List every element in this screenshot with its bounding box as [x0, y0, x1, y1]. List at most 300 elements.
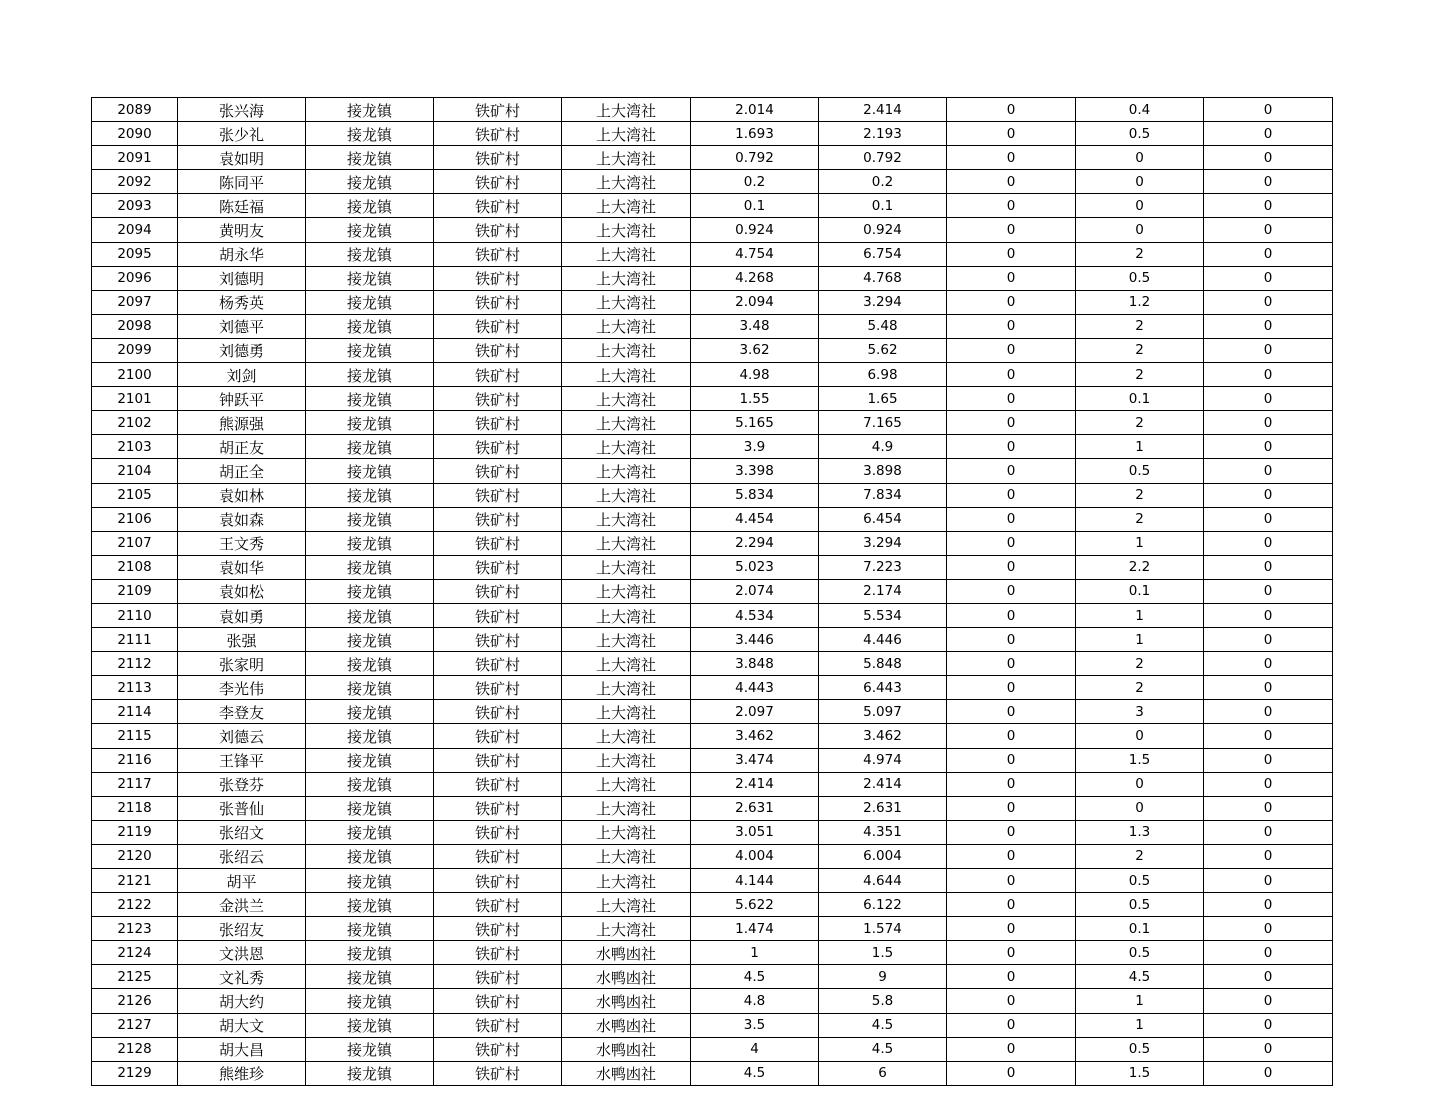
- cell-record-id: 2129: [92, 1061, 178, 1085]
- cell-value-a: 4.98: [691, 363, 819, 387]
- cell-town: 接龙镇: [306, 869, 434, 893]
- cell-record-id: 2105: [92, 483, 178, 507]
- cell-value-c: 0: [947, 796, 1076, 820]
- cell-village: 铁矿村: [434, 676, 562, 700]
- cell-value-b: 0.1: [819, 194, 947, 218]
- cell-person-name: 刘德勇: [178, 338, 306, 362]
- cell-group: 上大湾社: [562, 242, 691, 266]
- cell-value-d: 1.5: [1076, 748, 1204, 772]
- table-row: [92, 507, 1333, 531]
- cell-value-a: 3.9: [691, 435, 819, 459]
- cell-value-e: 0: [1204, 796, 1333, 820]
- cell-person-name: 胡大昌: [178, 1037, 306, 1061]
- cell-value-a: 3.462: [691, 724, 819, 748]
- cell-value-d: 0: [1076, 218, 1204, 242]
- cell-record-id: 2119: [92, 820, 178, 844]
- cell-value-d: 0: [1076, 146, 1204, 170]
- cell-value-c: 0: [947, 338, 1076, 362]
- table-body: [92, 98, 1333, 1086]
- cell-group: 水鸭凼社: [562, 965, 691, 989]
- cell-value-b: 2.631: [819, 796, 947, 820]
- cell-person-name: 张绍友: [178, 917, 306, 941]
- cell-value-b: 3.294: [819, 531, 947, 555]
- table-row: [92, 748, 1333, 772]
- cell-person-name: 胡正友: [178, 435, 306, 459]
- cell-group: 上大湾社: [562, 579, 691, 603]
- cell-person-name: 袁如明: [178, 146, 306, 170]
- cell-record-id: 2120: [92, 844, 178, 868]
- cell-record-id: 2090: [92, 122, 178, 146]
- cell-person-name: 袁如森: [178, 507, 306, 531]
- cell-value-c: 0: [947, 507, 1076, 531]
- cell-value-d: 0.4: [1076, 98, 1204, 122]
- cell-record-id: 2099: [92, 338, 178, 362]
- cell-record-id: 2115: [92, 724, 178, 748]
- cell-value-d: 2: [1076, 483, 1204, 507]
- cell-value-d: 0.1: [1076, 917, 1204, 941]
- cell-value-c: 0: [947, 893, 1076, 917]
- cell-village: 铁矿村: [434, 435, 562, 459]
- cell-village: 铁矿村: [434, 1013, 562, 1037]
- cell-value-c: 0: [947, 748, 1076, 772]
- cell-record-id: 2111: [92, 628, 178, 652]
- cell-town: 接龙镇: [306, 893, 434, 917]
- cell-value-b: 2.414: [819, 772, 947, 796]
- cell-value-a: 4.754: [691, 242, 819, 266]
- cell-village: 铁矿村: [434, 122, 562, 146]
- cell-record-id: 2108: [92, 555, 178, 579]
- table-row: [92, 363, 1333, 387]
- cell-value-d: 0.5: [1076, 459, 1204, 483]
- cell-person-name: 杨秀英: [178, 290, 306, 314]
- cell-group: 上大湾社: [562, 652, 691, 676]
- cell-village: 铁矿村: [434, 844, 562, 868]
- cell-village: 铁矿村: [434, 363, 562, 387]
- cell-person-name: 袁如勇: [178, 603, 306, 627]
- cell-village: 铁矿村: [434, 411, 562, 435]
- cell-value-a: 2.074: [691, 579, 819, 603]
- cell-person-name: 张绍云: [178, 844, 306, 868]
- cell-value-c: 0: [947, 772, 1076, 796]
- cell-town: 接龙镇: [306, 194, 434, 218]
- cell-value-d: 0.5: [1076, 869, 1204, 893]
- cell-person-name: 王文秀: [178, 531, 306, 555]
- cell-value-e: 0: [1204, 917, 1333, 941]
- cell-village: 铁矿村: [434, 507, 562, 531]
- cell-village: 铁矿村: [434, 459, 562, 483]
- cell-record-id: 2089: [92, 98, 178, 122]
- cell-value-d: 2: [1076, 507, 1204, 531]
- cell-group: 上大湾社: [562, 314, 691, 338]
- cell-value-e: 0: [1204, 555, 1333, 579]
- table-row: [92, 652, 1333, 676]
- cell-group: 上大湾社: [562, 411, 691, 435]
- cell-person-name: 熊源强: [178, 411, 306, 435]
- table-row: [92, 796, 1333, 820]
- cell-value-c: 0: [947, 122, 1076, 146]
- cell-group: 上大湾社: [562, 869, 691, 893]
- cell-group: 上大湾社: [562, 170, 691, 194]
- cell-value-c: 0: [947, 411, 1076, 435]
- cell-value-a: 5.023: [691, 555, 819, 579]
- cell-value-e: 0: [1204, 194, 1333, 218]
- cell-group: 上大湾社: [562, 266, 691, 290]
- cell-value-b: 4.9: [819, 435, 947, 459]
- cell-value-d: 1: [1076, 989, 1204, 1013]
- cell-village: 铁矿村: [434, 290, 562, 314]
- cell-group: 上大湾社: [562, 893, 691, 917]
- cell-value-d: 2: [1076, 676, 1204, 700]
- cell-village: 铁矿村: [434, 796, 562, 820]
- cell-group: 水鸭凼社: [562, 941, 691, 965]
- cell-value-b: 7.165: [819, 411, 947, 435]
- cell-value-b: 5.48: [819, 314, 947, 338]
- cell-person-name: 刘德云: [178, 724, 306, 748]
- cell-value-e: 0: [1204, 170, 1333, 194]
- cell-group: 上大湾社: [562, 435, 691, 459]
- cell-value-a: 0.2: [691, 170, 819, 194]
- cell-village: 铁矿村: [434, 314, 562, 338]
- cell-village: 铁矿村: [434, 917, 562, 941]
- cell-value-c: 0: [947, 676, 1076, 700]
- table-row: [92, 603, 1333, 627]
- cell-value-e: 0: [1204, 676, 1333, 700]
- cell-value-b: 6.122: [819, 893, 947, 917]
- cell-value-c: 0: [947, 290, 1076, 314]
- cell-value-e: 0: [1204, 1037, 1333, 1061]
- cell-record-id: 2112: [92, 652, 178, 676]
- table-row: [92, 266, 1333, 290]
- table-row: [92, 917, 1333, 941]
- cell-value-c: 0: [947, 314, 1076, 338]
- cell-value-a: 3.474: [691, 748, 819, 772]
- cell-value-a: 2.097: [691, 700, 819, 724]
- cell-village: 铁矿村: [434, 266, 562, 290]
- cell-village: 铁矿村: [434, 579, 562, 603]
- cell-village: 铁矿村: [434, 338, 562, 362]
- cell-person-name: 袁如林: [178, 483, 306, 507]
- cell-value-a: 4.5: [691, 965, 819, 989]
- cell-value-d: 2: [1076, 338, 1204, 362]
- cell-value-b: 2.414: [819, 98, 947, 122]
- cell-value-e: 0: [1204, 507, 1333, 531]
- cell-value-d: 2: [1076, 242, 1204, 266]
- cell-value-d: 2: [1076, 363, 1204, 387]
- cell-village: 铁矿村: [434, 893, 562, 917]
- cell-town: 接龙镇: [306, 459, 434, 483]
- cell-value-b: 3.898: [819, 459, 947, 483]
- cell-person-name: 王锋平: [178, 748, 306, 772]
- cell-value-e: 0: [1204, 869, 1333, 893]
- cell-value-e: 0: [1204, 363, 1333, 387]
- cell-person-name: 刘剑: [178, 363, 306, 387]
- table-row: [92, 459, 1333, 483]
- cell-value-a: 3.848: [691, 652, 819, 676]
- cell-value-b: 4.446: [819, 628, 947, 652]
- cell-value-d: 0: [1076, 796, 1204, 820]
- cell-value-a: 4.534: [691, 603, 819, 627]
- cell-value-b: 6.443: [819, 676, 947, 700]
- cell-village: 铁矿村: [434, 869, 562, 893]
- cell-town: 接龙镇: [306, 218, 434, 242]
- cell-village: 铁矿村: [434, 772, 562, 796]
- cell-record-id: 2118: [92, 796, 178, 820]
- cell-village: 铁矿村: [434, 242, 562, 266]
- cell-group: 上大湾社: [562, 724, 691, 748]
- cell-person-name: 熊维珍: [178, 1061, 306, 1085]
- cell-value-b: 4.974: [819, 748, 947, 772]
- cell-town: 接龙镇: [306, 941, 434, 965]
- cell-village: 铁矿村: [434, 170, 562, 194]
- cell-value-c: 0: [947, 1037, 1076, 1061]
- cell-town: 接龙镇: [306, 338, 434, 362]
- cell-value-b: 6.98: [819, 363, 947, 387]
- table-row: [92, 483, 1333, 507]
- cell-person-name: 陈廷福: [178, 194, 306, 218]
- cell-value-b: 1.5: [819, 941, 947, 965]
- cell-value-a: 4.443: [691, 676, 819, 700]
- cell-value-b: 9: [819, 965, 947, 989]
- cell-town: 接龙镇: [306, 1013, 434, 1037]
- cell-town: 接龙镇: [306, 652, 434, 676]
- cell-value-c: 0: [947, 98, 1076, 122]
- cell-value-d: 1: [1076, 628, 1204, 652]
- cell-record-id: 2121: [92, 869, 178, 893]
- table-row: [92, 531, 1333, 555]
- cell-value-a: 3.62: [691, 338, 819, 362]
- cell-group: 上大湾社: [562, 290, 691, 314]
- cell-value-a: 0.1: [691, 194, 819, 218]
- cell-village: 铁矿村: [434, 628, 562, 652]
- cell-value-a: 1: [691, 941, 819, 965]
- cell-value-a: 0.792: [691, 146, 819, 170]
- cell-town: 接龙镇: [306, 314, 434, 338]
- cell-group: 上大湾社: [562, 603, 691, 627]
- cell-record-id: 2114: [92, 700, 178, 724]
- cell-person-name: 张少礼: [178, 122, 306, 146]
- cell-group: 上大湾社: [562, 700, 691, 724]
- table-row: [92, 820, 1333, 844]
- cell-town: 接龙镇: [306, 772, 434, 796]
- cell-town: 接龙镇: [306, 555, 434, 579]
- cell-group: 上大湾社: [562, 748, 691, 772]
- cell-value-e: 0: [1204, 266, 1333, 290]
- cell-person-name: 张兴海: [178, 98, 306, 122]
- cell-person-name: 胡平: [178, 869, 306, 893]
- cell-town: 接龙镇: [306, 507, 434, 531]
- cell-group: 上大湾社: [562, 338, 691, 362]
- cell-group: 上大湾社: [562, 917, 691, 941]
- cell-group: 上大湾社: [562, 844, 691, 868]
- cell-value-e: 0: [1204, 893, 1333, 917]
- cell-value-d: 0: [1076, 170, 1204, 194]
- cell-person-name: 胡大约: [178, 989, 306, 1013]
- cell-town: 接龙镇: [306, 603, 434, 627]
- cell-value-e: 0: [1204, 483, 1333, 507]
- cell-group: 水鸭凼社: [562, 989, 691, 1013]
- cell-value-e: 0: [1204, 941, 1333, 965]
- cell-record-id: 2107: [92, 531, 178, 555]
- cell-village: 铁矿村: [434, 724, 562, 748]
- table-row: [92, 844, 1333, 868]
- cell-village: 铁矿村: [434, 146, 562, 170]
- cell-value-e: 0: [1204, 844, 1333, 868]
- cell-person-name: 文礼秀: [178, 965, 306, 989]
- cell-town: 接龙镇: [306, 483, 434, 507]
- cell-value-c: 0: [947, 170, 1076, 194]
- cell-value-c: 0: [947, 1013, 1076, 1037]
- cell-value-c: 0: [947, 387, 1076, 411]
- cell-value-a: 3.051: [691, 820, 819, 844]
- cell-town: 接龙镇: [306, 290, 434, 314]
- table-row: [92, 941, 1333, 965]
- table-row: [92, 1013, 1333, 1037]
- cell-town: 接龙镇: [306, 820, 434, 844]
- cell-record-id: 2100: [92, 363, 178, 387]
- cell-person-name: 李登友: [178, 700, 306, 724]
- cell-value-a: 4.144: [691, 869, 819, 893]
- cell-value-a: 0.924: [691, 218, 819, 242]
- cell-town: 接龙镇: [306, 266, 434, 290]
- cell-record-id: 2116: [92, 748, 178, 772]
- cell-group: 上大湾社: [562, 628, 691, 652]
- cell-group: 水鸭凼社: [562, 1037, 691, 1061]
- cell-value-d: 1: [1076, 1013, 1204, 1037]
- cell-village: 铁矿村: [434, 603, 562, 627]
- cell-value-d: 0.1: [1076, 579, 1204, 603]
- cell-value-d: 2: [1076, 314, 1204, 338]
- table-row: [92, 122, 1333, 146]
- table-row: [92, 146, 1333, 170]
- table-row: [92, 338, 1333, 362]
- cell-value-c: 0: [947, 459, 1076, 483]
- table-row: [92, 724, 1333, 748]
- cell-value-b: 7.834: [819, 483, 947, 507]
- cell-person-name: 张绍文: [178, 820, 306, 844]
- cell-value-c: 0: [947, 869, 1076, 893]
- cell-town: 接龙镇: [306, 242, 434, 266]
- cell-value-d: 0.5: [1076, 941, 1204, 965]
- cell-record-id: 2113: [92, 676, 178, 700]
- cell-value-e: 0: [1204, 338, 1333, 362]
- cell-value-c: 0: [947, 555, 1076, 579]
- cell-value-b: 0.792: [819, 146, 947, 170]
- table-row: [92, 314, 1333, 338]
- cell-value-c: 0: [947, 700, 1076, 724]
- cell-group: 上大湾社: [562, 483, 691, 507]
- cell-value-c: 0: [947, 483, 1076, 507]
- cell-record-id: 2128: [92, 1037, 178, 1061]
- cell-value-b: 3.294: [819, 290, 947, 314]
- cell-value-b: 6.754: [819, 242, 947, 266]
- cell-value-c: 0: [947, 1061, 1076, 1085]
- table-row: [92, 290, 1333, 314]
- cell-value-a: 2.631: [691, 796, 819, 820]
- cell-value-b: 2.193: [819, 122, 947, 146]
- cell-person-name: 钟跃平: [178, 387, 306, 411]
- cell-group: 上大湾社: [562, 194, 691, 218]
- cell-town: 接龙镇: [306, 411, 434, 435]
- cell-value-c: 0: [947, 917, 1076, 941]
- cell-value-b: 1.65: [819, 387, 947, 411]
- cell-value-e: 0: [1204, 603, 1333, 627]
- cell-village: 铁矿村: [434, 820, 562, 844]
- cell-value-b: 5.8: [819, 989, 947, 1013]
- cell-value-e: 0: [1204, 314, 1333, 338]
- cell-value-a: 2.094: [691, 290, 819, 314]
- table-row: [92, 411, 1333, 435]
- cell-value-e: 0: [1204, 748, 1333, 772]
- cell-town: 接龙镇: [306, 676, 434, 700]
- cell-record-id: 2123: [92, 917, 178, 941]
- cell-value-d: 0.5: [1076, 1037, 1204, 1061]
- cell-value-e: 0: [1204, 435, 1333, 459]
- cell-record-id: 2125: [92, 965, 178, 989]
- cell-value-a: 5.622: [691, 893, 819, 917]
- cell-value-d: 0.5: [1076, 122, 1204, 146]
- cell-value-e: 0: [1204, 772, 1333, 796]
- cell-record-id: 2097: [92, 290, 178, 314]
- cell-town: 接龙镇: [306, 579, 434, 603]
- cell-value-d: 2: [1076, 844, 1204, 868]
- cell-person-name: 袁如松: [178, 579, 306, 603]
- cell-person-name: 李光伟: [178, 676, 306, 700]
- cell-value-e: 0: [1204, 652, 1333, 676]
- cell-value-a: 1.474: [691, 917, 819, 941]
- cell-value-e: 0: [1204, 146, 1333, 170]
- cell-value-e: 0: [1204, 1013, 1333, 1037]
- cell-record-id: 2101: [92, 387, 178, 411]
- cell-town: 接龙镇: [306, 917, 434, 941]
- cell-group: 上大湾社: [562, 363, 691, 387]
- cell-value-e: 0: [1204, 98, 1333, 122]
- cell-town: 接龙镇: [306, 796, 434, 820]
- cell-value-d: 2: [1076, 411, 1204, 435]
- table-row: [92, 893, 1333, 917]
- cell-value-b: 0.2: [819, 170, 947, 194]
- cell-village: 铁矿村: [434, 194, 562, 218]
- cell-town: 接龙镇: [306, 98, 434, 122]
- cell-value-d: 0: [1076, 194, 1204, 218]
- cell-record-id: 2096: [92, 266, 178, 290]
- cell-person-name: 陈同平: [178, 170, 306, 194]
- cell-town: 接龙镇: [306, 146, 434, 170]
- cell-value-e: 0: [1204, 965, 1333, 989]
- cell-value-c: 0: [947, 989, 1076, 1013]
- cell-village: 铁矿村: [434, 700, 562, 724]
- cell-value-d: 0.1: [1076, 387, 1204, 411]
- cell-value-d: 1: [1076, 435, 1204, 459]
- cell-value-e: 0: [1204, 700, 1333, 724]
- cell-value-b: 3.462: [819, 724, 947, 748]
- table-row: [92, 435, 1333, 459]
- cell-value-b: 5.848: [819, 652, 947, 676]
- cell-town: 接龙镇: [306, 363, 434, 387]
- table-row: [92, 1061, 1333, 1085]
- cell-value-b: 7.223: [819, 555, 947, 579]
- cell-value-e: 0: [1204, 218, 1333, 242]
- cell-value-c: 0: [947, 965, 1076, 989]
- cell-value-c: 0: [947, 531, 1076, 555]
- cell-value-a: 4.5: [691, 1061, 819, 1085]
- cell-value-a: 4.268: [691, 266, 819, 290]
- cell-value-b: 6: [819, 1061, 947, 1085]
- cell-value-c: 0: [947, 194, 1076, 218]
- cell-value-d: 0.5: [1076, 893, 1204, 917]
- cell-village: 铁矿村: [434, 965, 562, 989]
- cell-village: 铁矿村: [434, 531, 562, 555]
- cell-village: 铁矿村: [434, 1061, 562, 1085]
